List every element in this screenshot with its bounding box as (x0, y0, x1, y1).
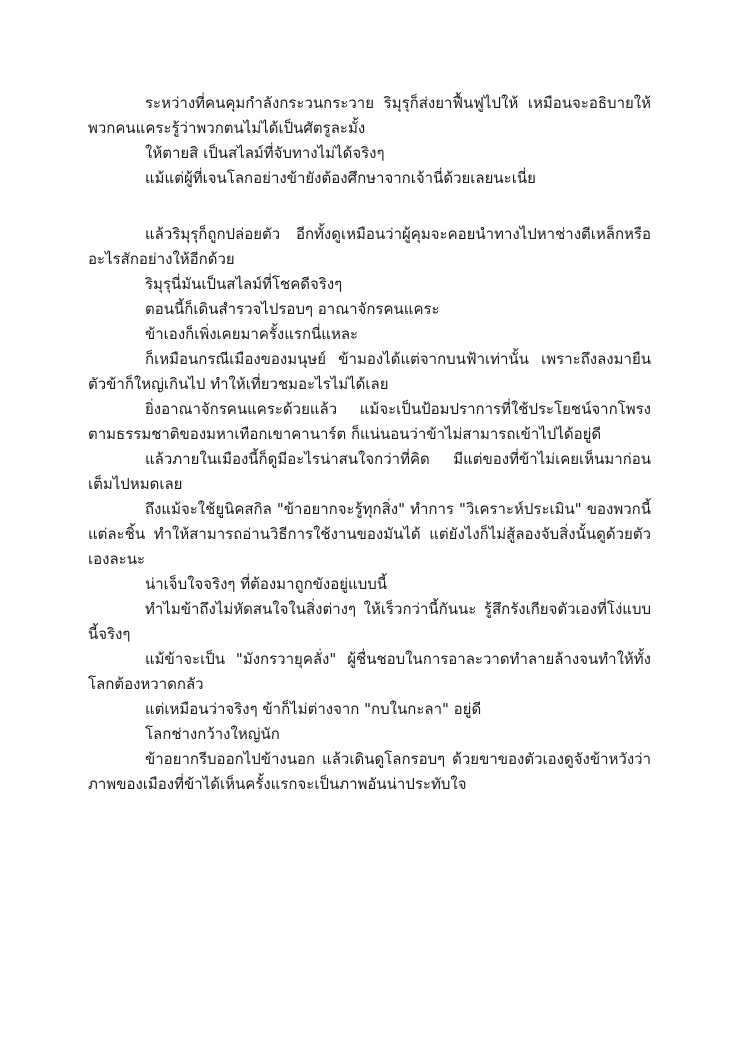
paragraph: แต่เหมือนว่าจริงๆ ข้าก็ไม่ต่างจาก "กบในกะลา" อยู่ดี (145, 700, 482, 718)
paragraph: โลกช่างกว้างใหญ่นัก (145, 725, 280, 743)
paragraph: ยิ่งอาณาจักรคนแคระด้วยแล้ว แม้จะเป็นป้อมปราการที่ใช้ประโยชน์จากโพรงตามธรรมชาติของมหาเทือกเขาคานาร์ต ก็แน่นอนว่าข้าไม่สามารถเข้าไปได้อยู่ดี (88, 400, 651, 443)
paragraph: แม้แต่ผู้ที่เจนโลกอย่างข้ายังต้องศึกษาจากเจ้านี่ด้วยเลยนะเนี่ย (145, 169, 536, 187)
paragraph: ข้าอยากรีบออกไปข้างนอก แล้วเดินดูโลกรอบๆ ด้วยขาของตัวเองดูจังข้าหวังว่าภาพของเมืองที่ข้าได้เห็นครั้งแรกจะเป็นภาพอันน่าประทับใจ (88, 750, 651, 793)
paragraph: แล้วภายในเมืองนี้ก็ดูมีอะไรน่าสนใจกว่าที่คิด มีแต่ของที่ข้าไม่เคยเห็นมาก่อนเต็มไปหมดเลย (88, 450, 651, 493)
paragraph: ให้ตายสิ เป็นสไลม์ที่จับทางไม่ได้จริงๆ (145, 144, 385, 162)
paragraph: ข้าเองก็เพิ่งเคยมาครั้งแรกนี่แหละ (145, 325, 359, 343)
paragraph: น่าเจ็บใจจริงๆ ที่ต้องมาถูกขังอยู่แบบนี้ (145, 575, 387, 593)
paragraph: ก็เหมือนกรณีเมืองของมนุษย์ ข้ามองได้แต่จากบนฟ้าเท่านั้น เพราะถึงลงมายืนตัวข้าก็ใหญ่เกินไป ทำให้เที่ยวชมอะไรไม่ได้เลย (88, 350, 651, 393)
paragraph: ระหว่างที่คนคุมกำลังกระวนกระวาย ริมุรุก็ส่งยาฟื้นฟูไปให้ เหมือนจะอธิบายให้พวกคนแคระรู้ว่าพวกตนไม่ได้เป็นศัตรูละมั้ง (88, 94, 651, 137)
section-gap (88, 191, 651, 222)
body-text (88, 91, 651, 797)
paragraph: ตอนนี้ก็เดินสำรวจไปรอบๆ อาณาจักรคนแคระ (145, 300, 440, 318)
paragraph: ถึงแม้จะใช้ยูนิคสกิล "ข้าอยากจะรู้ทุกสิ่ง" ทำการ "วิเคราะห์ประเมิน" ของพวกนี้แต่ละชิ้น ทำให้สามารถอ่านวิธีการใช้งานของมันได้ แต่ยังไงก็ไม่สู้ลองจับสิ่งนั้นดูด้วยตัวเองละนะ (88, 500, 651, 568)
paragraph: ริมุรุนี่มันเป็นสไลม์ที่โชคดีจริงๆ (145, 275, 343, 293)
paragraph: ทำไมข้าถึงไม่หัดสนใจในสิ่งต่างๆ ให้เร็วกว่านี้กันนะ รู้สึกรังเกียจตัวเองที่โง่แบบนี้จริงๆ (88, 600, 651, 643)
paragraph: แม้ข้าจะเป็น "มังกรวายุคลั่ง" ผู้ชื่นชอบในการอาละวาดทำลายล้างจนทำให้ทั้งโลกต้องหวาดกลัว (88, 650, 651, 693)
paragraph: แล้วริมุรุก็ถูกปล่อยตัว อีกทั้งดูเหมือนว่าผู้คุมจะคอยนำทางไปหาช่างตีเหล็กหรืออะไรสักอย่างให้อีกด้วย (88, 225, 651, 268)
